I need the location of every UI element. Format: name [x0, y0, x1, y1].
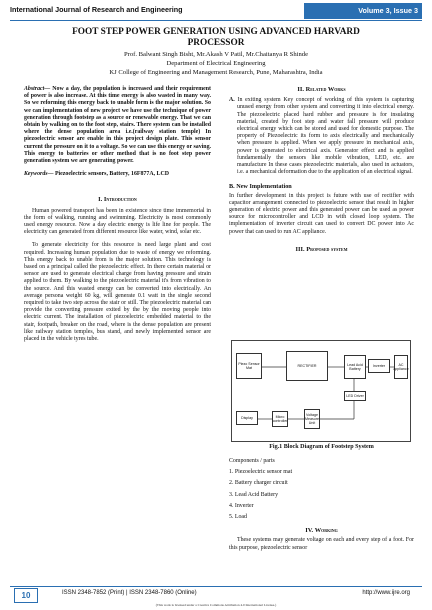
right-column	[229, 86, 414, 253]
component-item: 5. Load	[229, 514, 247, 521]
issn: ISSN 2348-7852 (Print) | ISSN 2348-7860 (Online)	[62, 590, 197, 596]
figure-caption: Fig.1 Block Diagram of Footstep System	[269, 444, 374, 450]
related-title: Related Works	[305, 86, 346, 93]
related-a	[229, 97, 414, 176]
working-text: These systems may generate voltage on each and every step of a foot. For this purpose, piezoelectric sensor	[229, 537, 414, 551]
intro-paragraph-1: Human powered transport has been in existence since time immemorial in the form of walking, running and swimming. Electricity is most commonly used energy resource. Now a day electric energy is life line for people. The electricity can generated from different resource like water, wind, solar etc.	[24, 207, 211, 236]
block-diagram	[231, 340, 411, 442]
working-title: Working	[314, 527, 338, 535]
new-impl-heading: B. New Implementation	[229, 183, 292, 191]
working-num: IV.	[305, 527, 314, 535]
component-item: 4. Inverter	[229, 502, 254, 509]
website: http://www.ijre.org	[362, 590, 410, 596]
license-note: (This work is licensed under a Creative Commons Attribution 4.0 International License.)	[155, 603, 277, 607]
related-heading	[229, 86, 414, 93]
authors: Prof. Balwant Singh Bisht, Mr.Akash V Patil, Mr.Chaitanya R Shinde	[123, 51, 309, 58]
related-num: II.	[297, 86, 304, 93]
intro-num: I.	[98, 196, 103, 204]
intro-title: Introduction	[103, 196, 137, 204]
related-a-marker: A.	[229, 97, 235, 104]
proposed-num: III.	[295, 245, 305, 253]
microcontroller-block: Micro controller	[272, 411, 288, 427]
components-section	[229, 458, 414, 552]
working-heading	[229, 527, 414, 534]
led-driver-block: LED Driver	[344, 391, 366, 401]
intro-heading	[24, 196, 211, 203]
title-line-2: PROCESSOR	[187, 38, 245, 48]
new-impl-text: In further development in this project is future with use of rectifier with capacitor arrangement connected to piezoelectric sensor that result in higher generation of electric power and this generated power can be used as power source for microcontroller and LCD in with closed loop system. The implementation of inverter circuit can used to convert DC power into Ac power that can used to run AC appliance.	[229, 192, 414, 235]
volume-badge: Volume 3, Issue 3	[304, 3, 422, 19]
component-item: 3. Lead Acid Battery	[229, 491, 279, 498]
proposed-heading	[229, 246, 414, 253]
ac-appliance-block: AC appliance	[394, 355, 408, 379]
component-item: 1. Piezoelectric sensor mat	[229, 469, 293, 476]
rectifier-block: RECTIFIER	[286, 351, 328, 381]
component-item: 2. Battery charger circuit	[229, 480, 288, 487]
author-block	[20, 50, 412, 77]
department: Department of Electrical Engineering	[166, 60, 266, 67]
piezo-sensor-block: Piezo Sensor Mat	[236, 353, 262, 379]
inverter-block: Inverter	[368, 359, 390, 373]
voltage-measure-block: Voltage Measure Unit	[304, 409, 320, 429]
battery-block: Lead Acid Battery	[344, 355, 366, 379]
page-number: 10	[14, 588, 38, 603]
keywords	[24, 171, 211, 178]
paper-title	[20, 27, 412, 49]
display-block: Display	[236, 411, 258, 425]
components-title: Components / parts	[229, 458, 275, 464]
related-text: In exiting system Key concept of working of this system is capturing unused energy from other system and converting it into electrical energy. The piezoelectric placed hard rubber and pressure is for insulating material, created by foot step and water fall pressure will produce electrical energy which can be stored and used for domestic purpose. The property of Piezoelectric its form to axis electrically and mechanically when pressure is applied. When we apply pressure in mechanical axis, power is generated to electrical axis. Generator effect and is applied fundamentally the sensors like mobile vibration, LED, etc. are manufacture In these cases piezoelectric materials, also used in actuators, i.e. a mechanical deformation due to the application of an electrical signal.	[237, 97, 414, 176]
journal-name: International Journal of Research and Engineering	[10, 5, 183, 14]
abstract-label: Abstract—	[24, 86, 51, 92]
keywords-label: Keywords—	[24, 171, 54, 178]
title-line-1: FOOT STEP POWER GENERATION USING ADVANCED HARVARD	[72, 27, 360, 37]
intro-paragraph-2: To generate electricity for this resource is need large plant and cost required. Increasing human population due to waste of energy we reforming. This energy back to unable from is the major solution. This technology is based on a principal called the piezoelectric effect. In there certain material or sensor are used to generate electrical charge from having pressure and strain applied to them. By walking to the piezoelectric material it's from vibration to the source. And this wasted energy can be converted into electrically. An average persona weight 60 kg, will generate 0.1 watt in the single second required to take two step across the stair or still. The piezoelectric material can provide the converting pressure exited by the by the moving people into electric current. The installation of piezoelectric embedded material to the stair, footpath, breaker on the road, where is the dense population are present like railway station temples, bus stand, and newly implemented sensor are placed in the vehicle tyres tube.	[24, 242, 211, 343]
proposed-title: Proposed system	[306, 245, 348, 253]
left-column	[24, 86, 211, 343]
header-rule	[10, 20, 422, 21]
affiliation: KJ College of Engineering and Management Research, Pune, Maharashtra, India	[109, 69, 323, 76]
page-header	[10, 3, 422, 20]
keywords-text: Piezoelectric sensors, Battery, 16F877A, LCD	[53, 171, 169, 178]
abstract-text: Now a day, the population is increased and their requirement of power is also increase. At this time energy is also wasted in many way. So we reforming this energy back to unable form is the major solution. So we can implementation of new project we have use the technique of power generation through footstep as a source or renewable energy. That we can obtain by walking on to the foot step, stairs. There system can be installed where the dense population area i.e.(railway station temple) In piezoelectric sensor are enable in this project design plate. This sensor current the pressure on it to a voltage. So we can use this energy or saving. This energy to batteries or other method that is no foot step power generation system we are generating power.	[24, 86, 211, 165]
abstract	[24, 86, 211, 165]
